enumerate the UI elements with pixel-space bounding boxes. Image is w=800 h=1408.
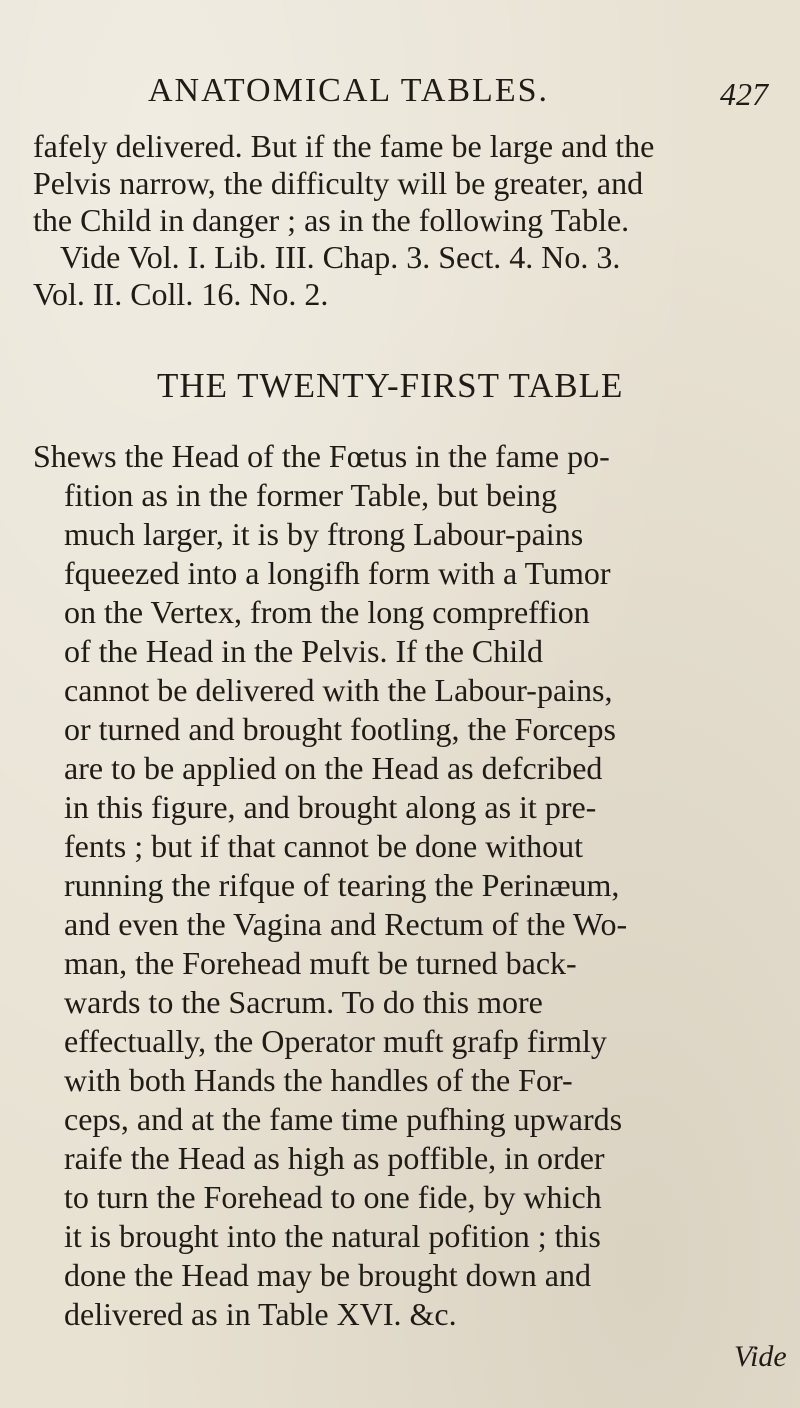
body-line-16: effectually, the Operator muft grafp firmly [64,1023,607,1059]
body-line-3: much larger, it is by ftrong Labour-pains [64,516,584,552]
body-line-9: are to be applied on the Head as defcribed [64,750,603,786]
running-head: ANATOMICAL TABLES. [148,72,550,109]
catchword: Vide [734,1340,787,1373]
body-line-12: running the rifque of tearing the Perinæum, [64,867,620,903]
intro-line-1: fafely delivered. But if the fame be large and the [33,128,655,164]
intro-line-2: Pelvis narrow, the difficulty will be greater, and [33,165,644,201]
body-line-11: fents ; but if that cannot be done without [64,828,583,864]
body-line-19: raife the Head as high as poffible, in order [64,1140,605,1176]
intro-line-4: Vide Vol. I. Lib. III. Chap. 3. Sect. 4. No. 3. [60,239,621,275]
body-line-8: or turned and brought footling, the Forceps [64,711,616,747]
body-line-13: and even the Vagina and Rectum of the Wo- [64,906,628,942]
body-line-14: man, the Forehead muft be turned back- [64,945,577,981]
body-line-4: fqueezed into a longifh form with a Tumor [64,555,611,591]
body-line-7: cannot be delivered with the Labour-pains, [64,672,613,708]
body-line-6: of the Head in the Pelvis. If the Child [64,633,544,669]
page-number: 427 [720,76,768,112]
body-line-21: it is brought into the natural pofition ; this [64,1218,601,1254]
body-line-20: to turn the Forehead to one fide, by which [64,1179,602,1215]
intro-line-5: Vol. II. Coll. 16. No. 2. [33,276,329,312]
body-line-18: ceps, and at the fame time pufhing upwards [64,1101,623,1137]
body-line-1: Shews the Head of the Fœtus in the fame po- [33,438,610,474]
body-line-15: wards to the Sacrum. To do this more [64,984,543,1020]
body-line-17: with both Hands the handles of the For- [64,1062,573,1098]
body-line-2: fition as in the former Table, but being [64,477,558,513]
body-line-5: on the Vertex, from the long compreffion [64,594,590,630]
body-line-10: in this figure, and brought along as it pre- [64,789,597,825]
body-line-22: done the Head may be brought down and [64,1257,591,1293]
intro-line-3: the Child in danger ; as in the following Table. [33,202,630,238]
section-heading: THE TWENTY-FIRST TABLE [157,366,624,405]
body-line-23: delivered as in Table XVI. &c. [64,1296,457,1332]
